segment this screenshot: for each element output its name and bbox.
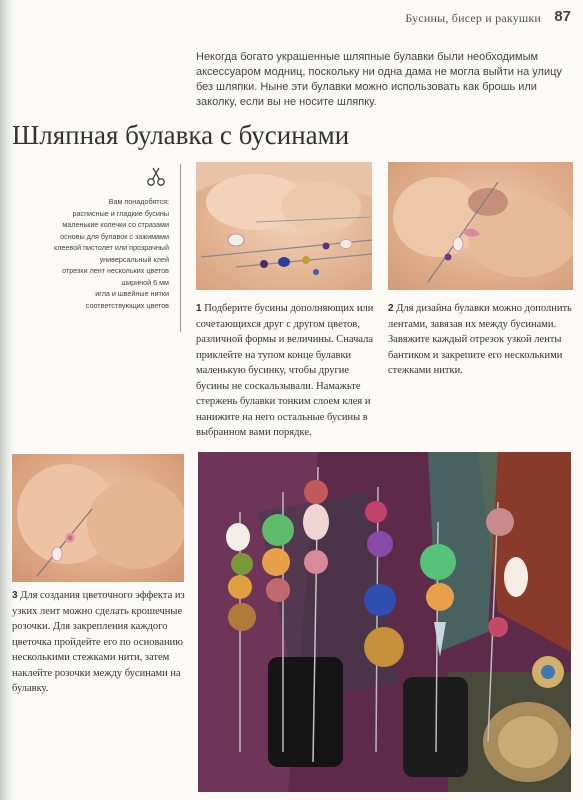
materials-list [14,196,169,311]
step-3-text [12,588,190,697]
step-1-body: Подберите бусины дополняющих или сочетающихся друг с другом цветов, различной формы и величины. Сначала приклейте на тупом конце булавки маленькую бусинку, чтобы другие бусины не соскальзывали. Намажьте стержень булавки тонким слоем клея и нанижите на него остальные бусины в выбранном вами порядке. [196,303,374,438]
materials-divider [180,164,181,332]
page-number: 87 [554,8,571,25]
running-header: Бусины, бисер и ракушки [405,11,541,25]
step-1-text [196,301,376,441]
materials-item: соответствующих цветов [85,300,169,310]
intro-paragraph: Некогда богато украшенные шляпные булавки были необходимым аксессуаром модниц, поскольку ни одна дама не могла выйти на улицу без шляпки. Ныне эти булавки можно использовать как брошь или заколку, если вы не носите шляпку. [196,51,562,108]
materials-item: маленькие колечки со стразами [62,220,169,229]
page-title: Шляпная булавка с бусинами [12,120,350,150]
materials-item: универсальный клей [99,254,169,264]
materials-item: расписные и гладкие бусины [72,208,169,218]
step-1-photo [196,162,372,290]
step-2-text [388,301,573,379]
step-3-photo [12,454,184,582]
page-header [0,0,583,30]
scissors-icon [145,167,167,187]
materials-item: игла и швейные нитки [95,289,169,298]
materials-heading: Вам понадобятся: [108,197,169,206]
finished-hatpins-photo [198,452,571,792]
step-3-body: Для создания цветочного эффекта из узких лент можно сделать крошечные розочки. Для закрепления каждого цветочка пройдейте его по основанию несколькими стежками нити, затем наклейте розочки между бусинами на булавку. [12,590,185,694]
step-1-number: 1 [196,303,202,314]
step-2-body: Для дизайна булавки можно дополнить лентами, завязав их между бусинами. Завяжите каждый отрезок узкой ленты бантиком и закрепите его несколькими стежками нитки. [388,303,572,376]
step-2-number: 2 [388,303,394,314]
materials-item: отрезки лент нескольких цветов [62,266,169,275]
materials-item: шириной 6 мм [121,277,169,287]
step-2-photo [388,162,573,290]
step-3-number: 3 [12,590,18,601]
materials-item: основы для булавок с зажимами [60,231,169,241]
materials-item: клеевой пистолет или прозрачный [53,243,169,252]
